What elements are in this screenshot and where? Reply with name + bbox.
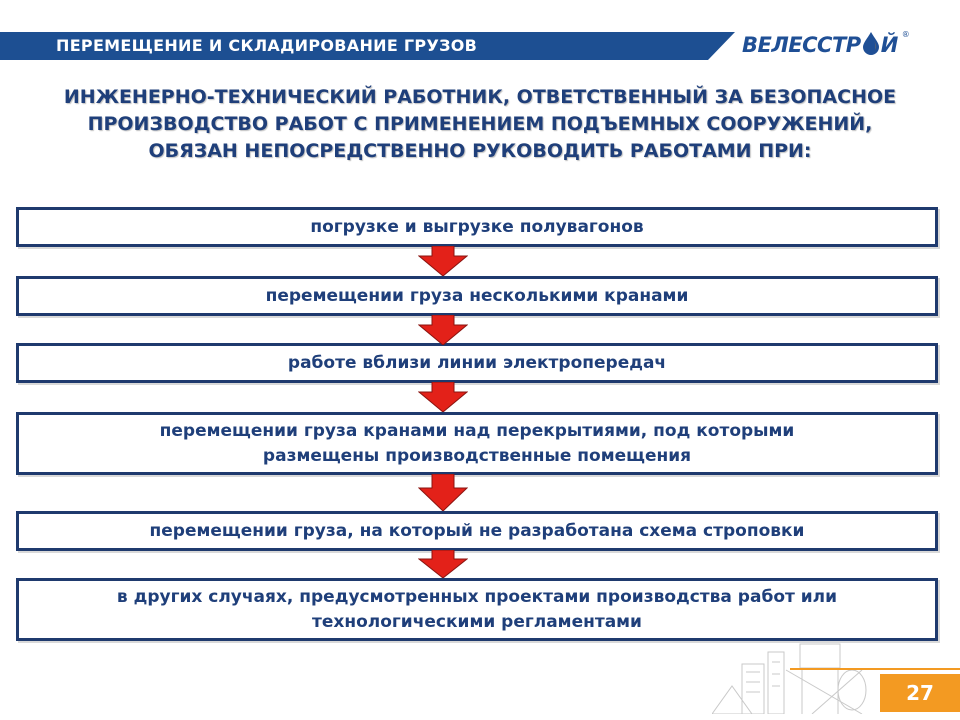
down-arrow-icon bbox=[418, 550, 468, 578]
logo-text-start: ВЕЛЕССТР bbox=[742, 33, 861, 57]
item-box-1 bbox=[16, 207, 938, 247]
down-arrow-icon bbox=[418, 315, 468, 345]
item-box-2 bbox=[16, 276, 938, 316]
heading-line-3: ОБЯЗАН НЕПОСРЕДСТВЕННО РУКОВОДИТЬ РАБОТАМИ ПРИ: bbox=[148, 140, 812, 162]
item-text: работе вблизи линии электропередач bbox=[287, 352, 667, 373]
item-text: перемещении груза несколькими кранами bbox=[265, 285, 689, 306]
item-box-5 bbox=[16, 511, 938, 551]
logo-text-end: Й bbox=[880, 33, 898, 57]
down-arrow-icon bbox=[418, 382, 468, 412]
drop-icon bbox=[862, 31, 880, 59]
item-text-line-2: технологическими регламентами bbox=[312, 611, 642, 632]
item-text-line-1: перемещении груза кранами над перекрытиями, под которыми bbox=[159, 420, 795, 441]
item-text: погрузке и выгрузке полувагонов bbox=[310, 216, 644, 237]
item-box-6 bbox=[16, 578, 938, 641]
company-logo bbox=[742, 30, 910, 60]
down-arrow-icon bbox=[418, 246, 468, 276]
item-box-3 bbox=[16, 343, 938, 383]
item-box-4 bbox=[16, 412, 938, 475]
building-sketch-icon bbox=[712, 640, 882, 714]
page-number: 27 bbox=[880, 674, 960, 712]
slide-heading bbox=[0, 84, 960, 165]
down-arrow-icon bbox=[418, 474, 468, 511]
heading-line-1: ИНЖЕНЕРНО-ТЕХНИЧЕСКИЙ РАБОТНИК, ОТВЕТСТВЕННЫЙ ЗА БЕЗОПАСНОЕ bbox=[63, 86, 897, 108]
item-text: перемещении груза, на который не разработана схема строповки bbox=[149, 520, 805, 541]
item-text-line-1: в других случаях, предусмотренных проектами производства работ или bbox=[116, 586, 838, 607]
accent-line bbox=[790, 668, 960, 670]
item-text-line-2: размещены производственные помещения bbox=[262, 445, 692, 466]
header-title: ПЕРЕМЕЩЕНИЕ И СКЛАДИРОВАНИЕ ГРУЗОВ bbox=[56, 36, 478, 55]
registered-mark: ® bbox=[901, 30, 910, 39]
heading-line-2: ПРОИЗВОДСТВО РАБОТ С ПРИМЕНЕНИЕМ ПОДЪЕМНЫХ СООРУЖЕНИЙ, bbox=[87, 113, 873, 135]
